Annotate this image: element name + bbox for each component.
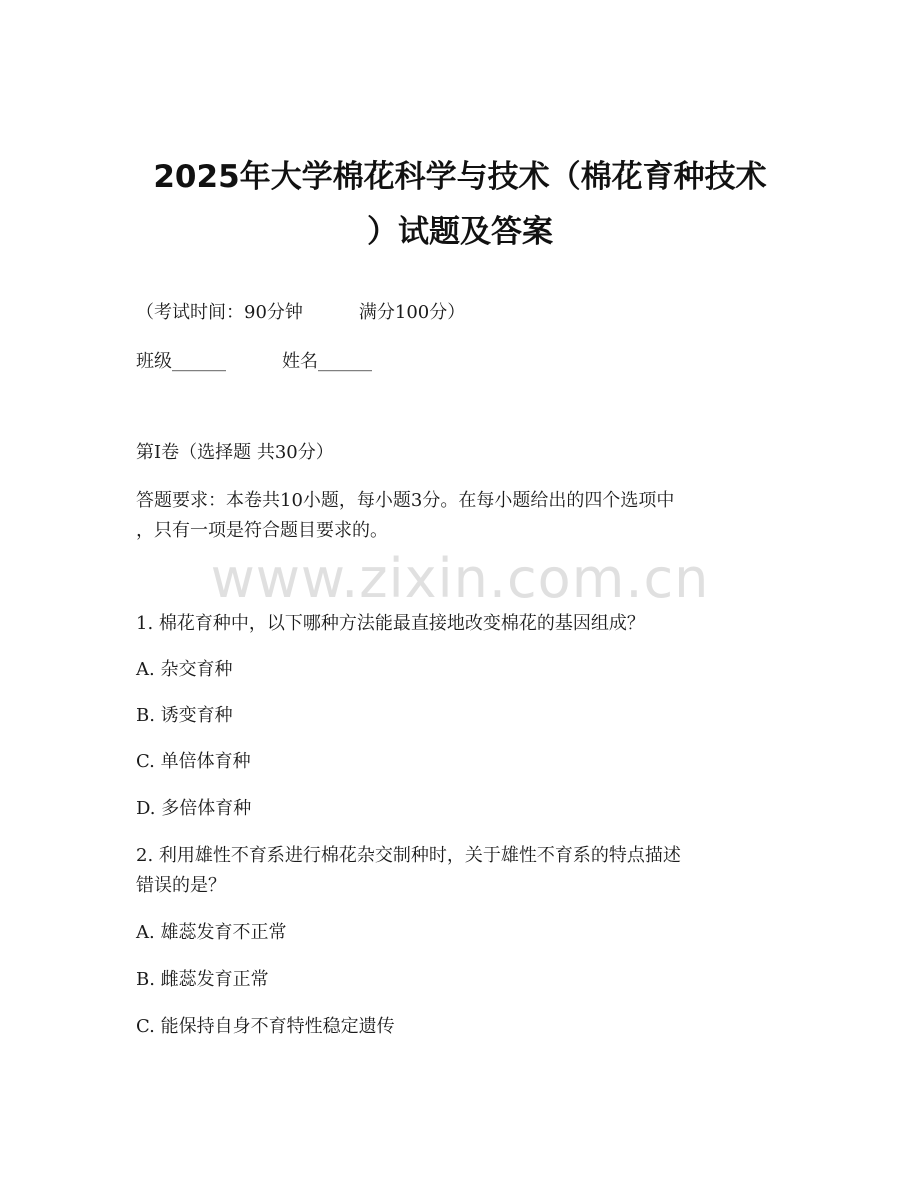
question-2-option-c: C. 能保持自身不育特性稳定遗传 (136, 1016, 395, 1037)
exam-info (136, 298, 465, 328)
instructions-line-2: ，只有一项是符合题目要求的。 (136, 520, 388, 541)
question-1-option-a: A. 杂交育种 (136, 659, 233, 680)
watermark: www.zixin.com.cn (210, 547, 710, 610)
question-1-stem: 1. 棉花育种中，以下哪种方法能最直接地改变棉花的基因组成？ (136, 613, 645, 634)
question-2-stem-line-2: 错误的是？ (136, 875, 226, 896)
question-2-option-a: A. 雄蕊发育不正常 (136, 922, 287, 943)
class-field: 班级______ (136, 351, 226, 372)
section-heading: 第I卷（选择题 共30分） (136, 442, 334, 463)
exam-score: 满分100分） (358, 302, 466, 323)
document-title (120, 150, 800, 260)
title-line-1: 2025年大学棉花科学与技术（棉花育种技术 (153, 159, 767, 195)
question-1-option-b: B. 诱变育种 (136, 705, 233, 726)
exam-time: （考试时间：90分钟 (136, 302, 303, 323)
instructions-line-1: 答题要求：本卷共10小题，每小题3分。在每小题给出的四个选项中 (136, 490, 675, 511)
question-2-stem-line-1: 2. 利用雄性不育系进行棉花杂交制种时，关于雄性不育系的特点描述 (136, 845, 681, 866)
title-line-2: ）试题及答案 (367, 214, 553, 250)
student-fields (136, 347, 372, 377)
question-1-option-c: C. 单倍体育种 (136, 751, 251, 772)
question-1-option-d: D. 多倍体育种 (136, 798, 252, 819)
question-2-option-b: B. 雌蕊发育正常 (136, 969, 269, 990)
name-field: 姓名______ (282, 351, 372, 372)
